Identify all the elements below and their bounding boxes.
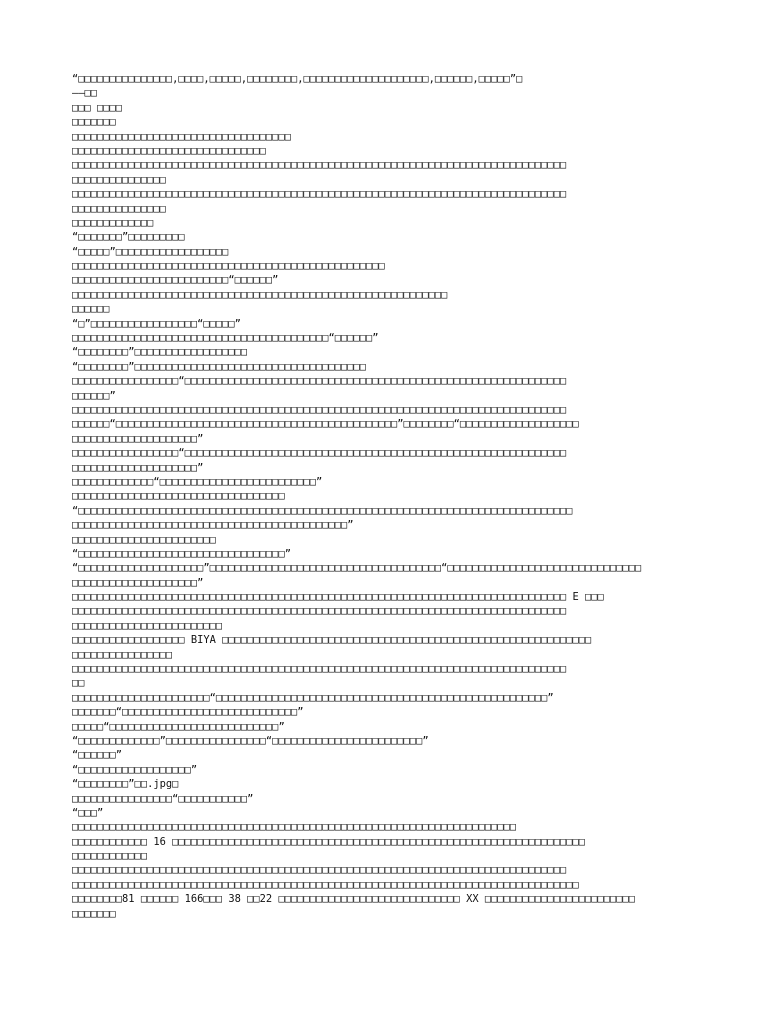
text-line: □□□□□□□ — [72, 907, 116, 920]
text-line: □□□□□□□□□□□□□□□ — [72, 173, 166, 186]
text-line: □□□ □□□□ — [72, 101, 123, 114]
text-line: “□□□□□□□□”□□□□□□□□□□□□□□□□□□□□□□□□□□□□□□□□□□□□□ — [72, 360, 367, 373]
text-line: □□□□□□□□□□□□ 16 □□□□□□□□□□□□□□□□□□□□□□□□□□□□□□□□□□□□□□□□□□□□□□□□□□□□□□□□□□□□□□□□□□ — [72, 835, 585, 848]
text-line: □□□□□□□□□□□□□□□□□□□□□□□□□□□□□□□□□□□□□□□□□□□□□□□□□□□□□□□□□□□□□□□□□□□□□□□□□□□□□□□ — [72, 663, 567, 676]
text-line: □□□□□□□□□□□□□□□□□□□□□□□□□□□□□□□□□□□□□□□□□□□□□□□□□□□□□□□□□□□□ — [72, 288, 448, 301]
text-line: “□□□□□□□□□□□□□”□□□□□□□□□□□□□□□□“□□□□□□□□□□□□□□□□□□□□□□□□” — [72, 734, 429, 747]
text-line: □□□□□□□□□□□□□□□□□□□□□□□□ — [72, 619, 223, 632]
text-line: □□□□□□□□□□□□□□□□□□□□□□□□□□□□□□□□□□ — [72, 490, 285, 503]
text-line: “□□□□□□” — [72, 749, 123, 762]
text-line: □□□□□□” — [72, 389, 116, 402]
text-line: □□□□□□□□□□□□□□□□□□□□□□□□□□□□□□□□□□□□□□□□□□□□□□□□□□□□□□□□□□□□□□□□□□□□□□□□□□□□□□□□□ — [72, 878, 579, 891]
text-line: “□□□□□□□□□□□□□□□□□□□□□□□□□□□□□□□□□” — [72, 547, 291, 560]
text-line: “□□□□□□□□□□□□□□□,□□□□,□□□□□,□□□□□□□□,□□□□□□□□□□□□□□□□□□□□,□□□□□□,□□□□□”□ — [72, 73, 523, 85]
text-line: □□□□□□□□□□□□□□□□□□□□□□□□□□□□□□□□□□□□□□□□□□□□” — [72, 519, 354, 532]
text-line: □□□□□“□□□□□□□□□□□□□□□□□□□□□□□□□□□” — [72, 720, 285, 733]
text-line: □□□□□□□□81 □□□□□□ 166□□□ 38 □□22 □□□□□□□□□□□□□□□□□□□□□□□□□□□□□ XX □□□□□□□□□□□□□□□□□□□□□□□□ — [72, 893, 636, 906]
text-line: □□□□□□□□□□□□□□□□□□□□□□□□□□□□□□□□□□□□□□□□□□□□□□□□□□□□□□□□□□□□□□□□□□□□□□□□□□□□□□□ — [72, 864, 567, 877]
text-line: □□□□□□□ — [72, 116, 116, 129]
text-line: □□□□□□□□□□□□□ — [72, 216, 154, 229]
text-line: □□□□□□□□□□□□□□□□□□ BIYA □□□□□□□□□□□□□□□□□□□□□□□□□□□□□□□□□□□□□□□□□□□□□□□□□□□□□□□□□□□ — [72, 634, 592, 647]
text-line: □□□□□□□□□□□□ — [72, 850, 148, 863]
text-line: □□ — [72, 677, 85, 690]
text-line: ——□□ — [72, 87, 98, 100]
text-line: “□□□□□□□□□□□□□□□□□□” — [72, 763, 198, 776]
text-line: □□□□□□“□□□□□□□□□□□□□□□□□□□□□□□□□□□□□□□□□□□□□□□□□□□□□”□□□□□□□□“□□□□□□□□□□□□□□□□□□□ — [72, 418, 579, 431]
text-line: □□□□□□□□□□□□□□□□□“□□□□□□□□□□□□□□□□□□□□□□□□□□□□□□□□□□□□□□□□□□□□□□□□□□□□□□□□□□□□□ — [72, 447, 567, 460]
text-line: □□□□□□□□□□□□□□□□□□□□□□□□□□□□□□□□□□□□□□□□□□□□□□□□□□□□□□□□□□□□□□□□□□□□□□□□□□□□□□□ — [72, 159, 567, 172]
text-line: □□□□□□□□□□□□□□□□□□□□□□□□□□□□□□□□□□□□□□□□□□□□□□□□□□□□□□□□□□□□□□□□□□□□□□□□□□□□□□□ E □□□ — [72, 591, 604, 604]
text-line: □□□□□□□□□□□□□□□□□□□□□□□□□□□□□□□ — [72, 144, 266, 157]
text-line: □□□□□□□□□□□□□□□□“□□□□□□□□□□□” — [72, 792, 254, 805]
text-line: “□□□□□”□□□□□□□□□□□□□□□□□□ — [72, 245, 229, 258]
text-line: □□□□□□□□□□□□□“□□□□□□□□□□□□□□□□□□□□□□□□□” — [72, 475, 323, 488]
text-line: □□□□□□□□□□□□□□□□ — [72, 648, 173, 661]
text-line: □□□□□□□□□□□□□□□□□□□□□□□□□□□□□□□□□□□□□□□□□□□□□□□□□□□□□□□□□□□□□□□□□□□□□□□□□□□□□□□ — [72, 188, 567, 201]
text-line: □□□□□□□“□□□□□□□□□□□□□□□□□□□□□□□□□□□□” — [72, 706, 304, 719]
text-line: □□□□□□□□□□□□□□□□□“□□□□□□□□□□□□□□□□□□□□□□□□□□□□□□□□□□□□□□□□□□□□□□□□□□□□□□□□□□□□□ — [72, 375, 567, 388]
text-line: □□□□□□ — [72, 303, 110, 316]
text-line: “□□□” — [72, 806, 104, 819]
text-line — [72, 921, 708, 935]
text-line: □□□□□□□□□□□□□□□□□□□□□□□□□□□□□□□□□□□ — [72, 130, 291, 143]
text-line: “□□□□□□□□”□□.jpg□ — [72, 778, 179, 791]
document-page — [72, 72, 708, 935]
text-line: “□□□□□□□”□□□□□□□□□ — [72, 231, 185, 244]
text-line: □□□□□□□□□□□□□□□□□□□□” — [72, 461, 204, 474]
text-line: □□□□□□□□□□□□□□□□□□□□□□□□□□□□□□□□□□□□□□□□□□□□□□□□□□ — [72, 260, 385, 273]
text-line: “□□□□□□□□”□□□□□□□□□□□□□□□□□□ — [72, 346, 248, 359]
text-line: □□□□□□□□□□□□□□□□□□□□□□□ — [72, 533, 216, 546]
text-line: “□□□□□□□□□□□□□□□□□□□□□□□□□□□□□□□□□□□□□□□□□□□□□□□□□□□□□□□□□□□□□□□□□□□□□□□□□□□□□□□ — [72, 504, 573, 517]
text-line: □□□□□□□□□□□□□□□ — [72, 202, 166, 215]
text-line: □□□□□□□□□□□□□□□□□□□□” — [72, 432, 204, 445]
text-line: □□□□□□□□□□□□□□□□□□□□□□“□□□□□□□□□□□□□□□□□□□□□□□□□□□□□□□□□□□□□□□□□□□□□□□□□□□□□” — [72, 691, 554, 704]
text-line: “□□□□□□□□□□□□□□□□□□□□”□□□□□□□□□□□□□□□□□□□□□□□□□□□□□□□□□□□□□“□□□□□□□□□□□□□□□□□□□□□□□□□□□□□□□ — [72, 562, 642, 575]
text-line: “□”□□□□□□□□□□□□□□□□□“□□□□□” — [72, 317, 241, 330]
text-line: □□□□□□□□□□□□□□□□□□□□” — [72, 576, 204, 589]
text-line: □□□□□□□□□□□□□□□□□□□□□□□□□□□□□□□□□□□□□□□□□□□□□□□□□□□□□□□□□□□□□□□□□□□□□□□ — [72, 821, 517, 834]
text-line: □□□□□□□□□□□□□□□□□□□□□□□□□□□□□□□□□□□□□□□□□□□□□□□□□□□□□□□□□□□□□□□□□□□□□□□□□□□□□□□ — [72, 403, 567, 416]
text-line: □□□□□□□□□□□□□□□□□□□□□□□□□□□□□□□□□□□□□□□□□□□□□□□□□□□□□□□□□□□□□□□□□□□□□□□□□□□□□□□ — [72, 605, 567, 618]
text-line: □□□□□□□□□□□□□□□□□□□□□□□□□“□□□□□□” — [72, 274, 279, 287]
text-line: □□□□□□□□□□□□□□□□□□□□□□□□□□□□□□□□□□□□□□□□□“□□□□□□” — [72, 332, 379, 345]
